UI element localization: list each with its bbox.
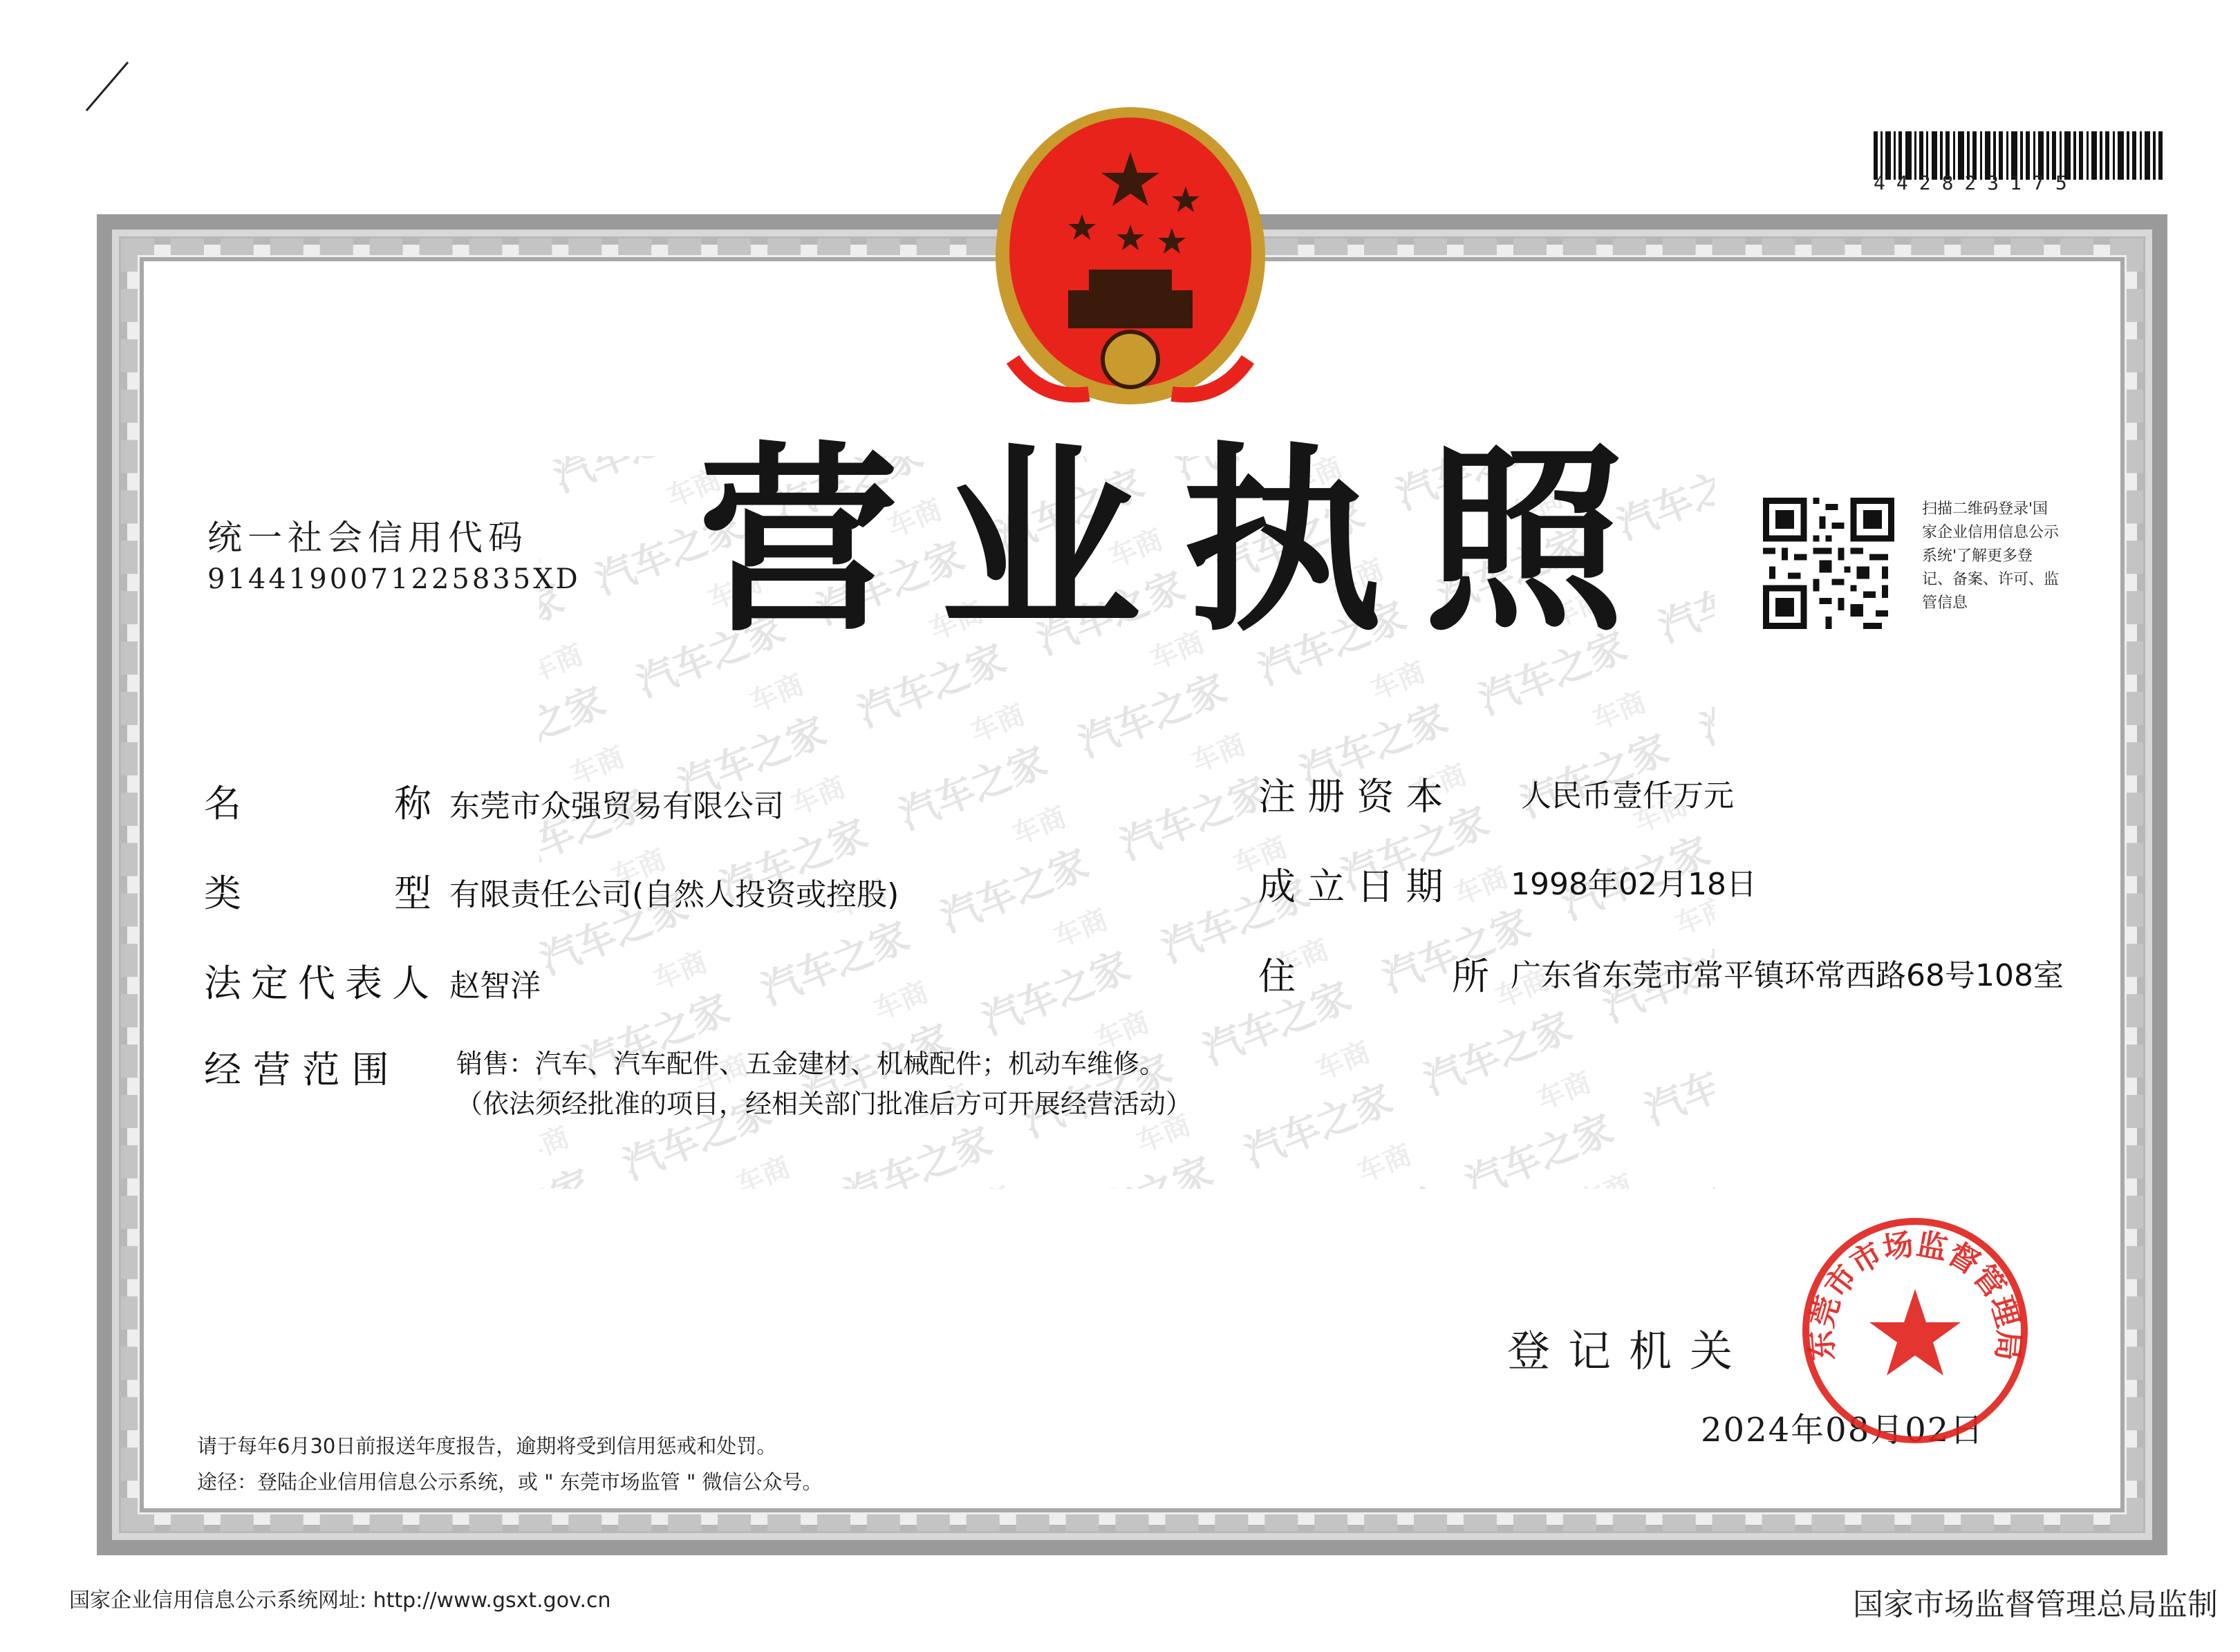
company-name: 东莞市众强贸易有限公司 xyxy=(449,789,784,824)
report-channel-notice: 途径：登陆企业信用信息公示系统，或 " 东莞市场监管 " 微信公众号。 xyxy=(197,1470,823,1494)
uscc-value: 914419007122583​5XD xyxy=(207,563,581,595)
registration-date: 2024年08月02日 xyxy=(1701,1411,1985,1449)
qr-code[interactable] xyxy=(1763,498,1894,629)
scope-label: 经 营 范 围 xyxy=(204,1048,389,1091)
national-emblem xyxy=(985,97,1276,415)
document-title: 营业执照 xyxy=(698,426,1666,659)
name-label-end: 称 xyxy=(394,782,431,825)
gsxt-website-footer: 国家企业信用信息公示系统网址: http://www.gsxt.gov.cn xyxy=(69,1588,611,1613)
issuer-footer: 国家市场监督管理总局监制 xyxy=(1853,1587,2218,1622)
scope-line-1: 销售：汽车、汽车配件、五金建材、机械配件；机动车维修。 xyxy=(456,1049,1166,1079)
capital-label: 注 册 资 本 xyxy=(1258,775,1444,818)
company-type: 有限责任公司(自然人投资或控股) xyxy=(449,877,899,912)
pen-mark xyxy=(80,59,135,114)
established-label: 成 立 日 期 xyxy=(1258,865,1444,908)
scope-line-2: （依法须经批准的项目，经相关部门批准后方可开展经营活动） xyxy=(456,1089,1193,1119)
barcode-number: 442823175 xyxy=(1874,171,2078,194)
business-scope xyxy=(456,1044,1192,1124)
qr-instruction: 扫描二维码登录'国家企业信用信息公示系统'了解更多登记、备案、许可、监管信息 xyxy=(1922,500,2060,612)
address-label-end: 所 xyxy=(1452,955,1489,998)
legal-rep-label: 法定代表人 xyxy=(204,961,439,1005)
svg-text:东莞市市场监督管理局: 东莞市市场监督管理局 xyxy=(1803,1226,2027,1362)
uscc-label: 统一社会信用代码 xyxy=(207,518,528,558)
official-seal xyxy=(1798,1213,2033,1448)
registration-authority-label: 登记机关 xyxy=(1507,1326,1751,1376)
type-label-end: 型 xyxy=(394,872,431,915)
capital-value: 人民币壹仟万元 xyxy=(1521,778,1734,814)
address-label-start: 住 xyxy=(1258,955,1296,998)
address-value: 广东省东莞市常平镇环常西路68号108室 xyxy=(1511,958,2064,993)
name-label-start: 名 xyxy=(204,782,241,825)
established-value: 1998年02月18日 xyxy=(1511,867,1757,902)
type-label-start: 类 xyxy=(204,872,241,915)
legal-rep-value: 赵智洋 xyxy=(449,968,541,1004)
annual-report-notice: 请于每年6月30日前报送年度报告，逾期将受到信用惩戒和处罚。 xyxy=(197,1434,777,1458)
